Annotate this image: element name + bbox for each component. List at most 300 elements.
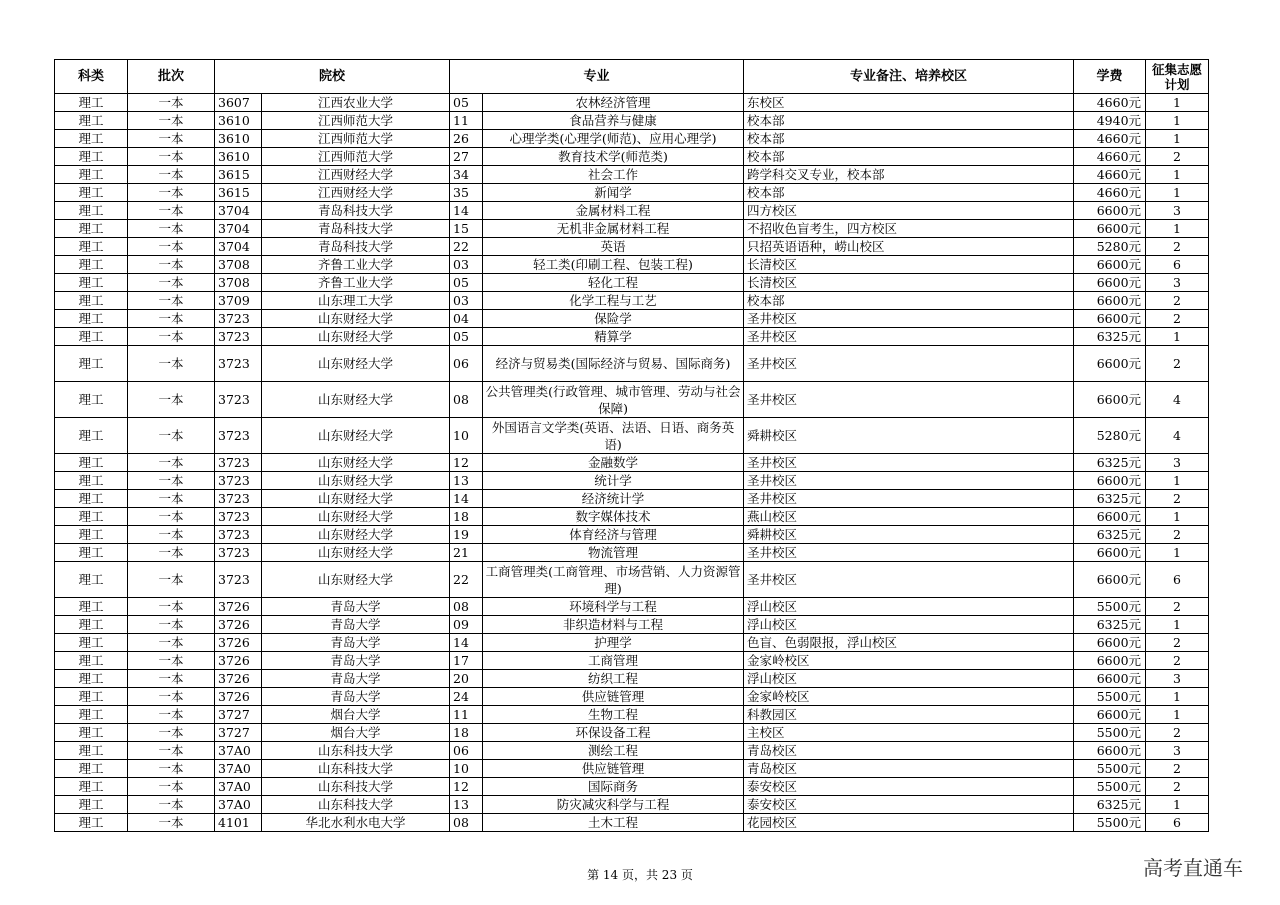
cell-major-code: 21	[450, 544, 483, 562]
cell-tuition: 4660元	[1074, 166, 1146, 184]
cell-batch: 一本	[128, 814, 215, 832]
cell-quota: 1	[1146, 184, 1209, 202]
cell-school-name: 青岛大学	[262, 598, 450, 616]
cell-category: 理工	[55, 112, 128, 130]
cell-school-code: 3723	[215, 346, 262, 382]
cell-major-name: 轻化工程	[483, 274, 744, 292]
cell-major-name: 金属材料工程	[483, 202, 744, 220]
cell-batch: 一本	[128, 130, 215, 148]
cell-tuition: 5280元	[1074, 238, 1146, 256]
cell-quota: 1	[1146, 616, 1209, 634]
cell-quota: 6	[1146, 814, 1209, 832]
cell-school-code: 3723	[215, 526, 262, 544]
table-row	[55, 562, 1209, 598]
cell-school-code: 3723	[215, 508, 262, 526]
cell-quota: 6	[1146, 256, 1209, 274]
cell-school-name: 青岛大学	[262, 616, 450, 634]
cell-category: 理工	[55, 760, 128, 778]
cell-batch: 一本	[128, 418, 215, 454]
cell-school-name: 山东科技大学	[262, 778, 450, 796]
cell-school-code: 3726	[215, 670, 262, 688]
cell-tuition: 6600元	[1074, 634, 1146, 652]
cell-quota: 3	[1146, 454, 1209, 472]
cell-quota: 3	[1146, 274, 1209, 292]
cell-quota: 1	[1146, 796, 1209, 814]
cell-tuition: 5500元	[1074, 760, 1146, 778]
cell-quota: 2	[1146, 346, 1209, 382]
cell-category: 理工	[55, 130, 128, 148]
cell-major-name: 精算学	[483, 328, 744, 346]
cell-major-name: 测绘工程	[483, 742, 744, 760]
cell-school-code: 3610	[215, 130, 262, 148]
cell-batch: 一本	[128, 310, 215, 328]
cell-remark: 校本部	[744, 292, 1074, 310]
cell-category: 理工	[55, 472, 128, 490]
cell-tuition: 6600元	[1074, 274, 1146, 292]
cell-tuition: 6325元	[1074, 454, 1146, 472]
cell-major-name: 教育技术学(师范类)	[483, 148, 744, 166]
cell-school-name: 江西农业大学	[262, 94, 450, 112]
cell-category: 理工	[55, 634, 128, 652]
table-row	[55, 238, 1209, 256]
cell-school-code: 37A0	[215, 742, 262, 760]
cell-category: 理工	[55, 598, 128, 616]
cell-major-code: 12	[450, 778, 483, 796]
cell-tuition: 6325元	[1074, 616, 1146, 634]
cell-quota: 1	[1146, 508, 1209, 526]
cell-school-name: 山东财经大学	[262, 526, 450, 544]
cell-school-code: 3723	[215, 562, 262, 598]
cell-school-code: 3709	[215, 292, 262, 310]
header-tuition: 学费	[1074, 60, 1146, 94]
cell-batch: 一本	[128, 598, 215, 616]
cell-major-name: 供应链管理	[483, 760, 744, 778]
cell-category: 理工	[55, 688, 128, 706]
cell-tuition: 5500元	[1074, 598, 1146, 616]
cell-major-name: 护理学	[483, 634, 744, 652]
cell-tuition: 6325元	[1074, 526, 1146, 544]
cell-school-code: 3723	[215, 544, 262, 562]
cell-remark: 科教园区	[744, 706, 1074, 724]
cell-category: 理工	[55, 706, 128, 724]
cell-major-code: 13	[450, 472, 483, 490]
cell-major-code: 22	[450, 238, 483, 256]
watermark: 高考直通车	[1143, 856, 1243, 880]
cell-school-code: 3615	[215, 166, 262, 184]
cell-tuition: 6600元	[1074, 742, 1146, 760]
cell-major-name: 环保设备工程	[483, 724, 744, 742]
cell-batch: 一本	[128, 796, 215, 814]
cell-major-code: 22	[450, 562, 483, 598]
cell-school-name: 江西财经大学	[262, 166, 450, 184]
cell-major-name: 生物工程	[483, 706, 744, 724]
cell-batch: 一本	[128, 778, 215, 796]
cell-major-name: 供应链管理	[483, 688, 744, 706]
cell-quota: 3	[1146, 670, 1209, 688]
cell-remark: 浮山校区	[744, 598, 1074, 616]
cell-school-name: 齐鲁工业大学	[262, 274, 450, 292]
table-row	[55, 346, 1209, 382]
cell-remark: 跨学科交叉专业，校本部	[744, 166, 1074, 184]
cell-category: 理工	[55, 742, 128, 760]
cell-tuition: 6600元	[1074, 256, 1146, 274]
cell-category: 理工	[55, 292, 128, 310]
cell-school-name: 山东财经大学	[262, 472, 450, 490]
table-row	[55, 544, 1209, 562]
cell-remark: 圣井校区	[744, 328, 1074, 346]
cell-batch: 一本	[128, 508, 215, 526]
cell-school-code: 3704	[215, 238, 262, 256]
cell-major-code: 18	[450, 724, 483, 742]
table-row	[55, 670, 1209, 688]
table-row	[55, 148, 1209, 166]
cell-major-name: 轻工类(印刷工程、包装工程)	[483, 256, 744, 274]
cell-category: 理工	[55, 652, 128, 670]
table-row	[55, 760, 1209, 778]
cell-quota: 2	[1146, 490, 1209, 508]
cell-school-code: 3615	[215, 184, 262, 202]
cell-category: 理工	[55, 454, 128, 472]
cell-quota: 3	[1146, 742, 1209, 760]
table-row	[55, 778, 1209, 796]
cell-batch: 一本	[128, 94, 215, 112]
cell-remark: 圣井校区	[744, 562, 1074, 598]
cell-category: 理工	[55, 670, 128, 688]
cell-batch: 一本	[128, 454, 215, 472]
cell-school-name: 青岛科技大学	[262, 238, 450, 256]
cell-major-code: 13	[450, 796, 483, 814]
cell-major-name: 数字媒体技术	[483, 508, 744, 526]
cell-school-name: 青岛科技大学	[262, 202, 450, 220]
cell-major-code: 26	[450, 130, 483, 148]
cell-remark: 东校区	[744, 94, 1074, 112]
table-row	[55, 796, 1209, 814]
cell-batch: 一本	[128, 382, 215, 418]
cell-major-code: 08	[450, 598, 483, 616]
cell-category: 理工	[55, 238, 128, 256]
cell-quota: 1	[1146, 544, 1209, 562]
cell-category: 理工	[55, 148, 128, 166]
cell-tuition: 4940元	[1074, 112, 1146, 130]
cell-school-name: 华北水利水电大学	[262, 814, 450, 832]
table-row	[55, 472, 1209, 490]
cell-category: 理工	[55, 544, 128, 562]
cell-tuition: 5500元	[1074, 778, 1146, 796]
header-remark: 专业备注、培养校区	[744, 60, 1074, 94]
cell-remark: 圣井校区	[744, 454, 1074, 472]
cell-school-name: 青岛大学	[262, 634, 450, 652]
cell-remark: 青岛校区	[744, 760, 1074, 778]
cell-category: 理工	[55, 508, 128, 526]
table-row	[55, 706, 1209, 724]
cell-remark: 燕山校区	[744, 508, 1074, 526]
cell-tuition: 4660元	[1074, 94, 1146, 112]
cell-school-code: 3726	[215, 598, 262, 616]
cell-remark: 校本部	[744, 184, 1074, 202]
cell-quota: 1	[1146, 112, 1209, 130]
cell-remark: 青岛校区	[744, 742, 1074, 760]
cell-tuition: 6600元	[1074, 382, 1146, 418]
cell-batch: 一本	[128, 490, 215, 508]
cell-major-code: 03	[450, 256, 483, 274]
cell-school-code: 37A0	[215, 760, 262, 778]
cell-school-name: 山东财经大学	[262, 454, 450, 472]
cell-major-name: 工商管理	[483, 652, 744, 670]
cell-tuition: 5500元	[1074, 688, 1146, 706]
cell-category: 理工	[55, 310, 128, 328]
cell-school-code: 3726	[215, 652, 262, 670]
table-body	[55, 94, 1209, 832]
cell-tuition: 6600元	[1074, 670, 1146, 688]
cell-major-name: 新闻学	[483, 184, 744, 202]
cell-remark: 圣井校区	[744, 310, 1074, 328]
cell-major-name: 外国语言文学类(英语、法语、日语、商务英语)	[483, 418, 744, 454]
cell-major-name: 国际商务	[483, 778, 744, 796]
page-footer: 第 14 页，共 23 页	[587, 868, 693, 882]
cell-tuition: 5500元	[1074, 724, 1146, 742]
cell-quota: 3	[1146, 202, 1209, 220]
cell-school-code: 3723	[215, 490, 262, 508]
cell-major-code: 14	[450, 202, 483, 220]
cell-category: 理工	[55, 166, 128, 184]
cell-remark: 浮山校区	[744, 670, 1074, 688]
cell-tuition: 6600元	[1074, 310, 1146, 328]
cell-major-code: 35	[450, 184, 483, 202]
cell-remark: 圣井校区	[744, 346, 1074, 382]
cell-quota: 2	[1146, 148, 1209, 166]
cell-major-name: 非织造材料与工程	[483, 616, 744, 634]
cell-remark: 舜耕校区	[744, 418, 1074, 454]
cell-school-code: 3708	[215, 274, 262, 292]
table-header-row	[55, 60, 1209, 94]
table-row	[55, 652, 1209, 670]
cell-school-name: 青岛大学	[262, 670, 450, 688]
cell-major-name: 食品营养与健康	[483, 112, 744, 130]
header-school: 院校	[215, 60, 450, 94]
cell-tuition: 4660元	[1074, 184, 1146, 202]
cell-tuition: 6600元	[1074, 508, 1146, 526]
cell-tuition: 6600元	[1074, 346, 1146, 382]
cell-school-code: 3726	[215, 634, 262, 652]
cell-quota: 6	[1146, 562, 1209, 598]
cell-major-code: 12	[450, 454, 483, 472]
cell-major-name: 英语	[483, 238, 744, 256]
cell-remark: 金家岭校区	[744, 652, 1074, 670]
cell-category: 理工	[55, 382, 128, 418]
cell-school-name: 青岛科技大学	[262, 220, 450, 238]
cell-major-name: 农林经济管理	[483, 94, 744, 112]
cell-remark: 长清校区	[744, 274, 1074, 292]
cell-major-code: 05	[450, 328, 483, 346]
cell-school-name: 山东财经大学	[262, 346, 450, 382]
cell-batch: 一本	[128, 670, 215, 688]
cell-batch: 一本	[128, 292, 215, 310]
cell-tuition: 6600元	[1074, 652, 1146, 670]
cell-category: 理工	[55, 814, 128, 832]
cell-category: 理工	[55, 526, 128, 544]
header-quota: 征集志愿计划	[1146, 60, 1209, 94]
cell-batch: 一本	[128, 166, 215, 184]
table-row	[55, 490, 1209, 508]
cell-major-name: 经济与贸易类(国际经济与贸易、国际商务)	[483, 346, 744, 382]
cell-major-code: 14	[450, 490, 483, 508]
cell-major-code: 19	[450, 526, 483, 544]
cell-category: 理工	[55, 256, 128, 274]
cell-major-name: 土木工程	[483, 814, 744, 832]
cell-major-code: 09	[450, 616, 483, 634]
cell-school-name: 江西财经大学	[262, 184, 450, 202]
cell-tuition: 6600元	[1074, 706, 1146, 724]
cell-school-code: 3727	[215, 724, 262, 742]
cell-tuition: 6325元	[1074, 796, 1146, 814]
cell-school-name: 山东科技大学	[262, 760, 450, 778]
table-row	[55, 112, 1209, 130]
cell-remark: 长清校区	[744, 256, 1074, 274]
cell-major-name: 社会工作	[483, 166, 744, 184]
table-row	[55, 634, 1209, 652]
cell-tuition: 6600元	[1074, 292, 1146, 310]
cell-remark: 泰安校区	[744, 778, 1074, 796]
cell-quota: 4	[1146, 382, 1209, 418]
cell-batch: 一本	[128, 148, 215, 166]
cell-school-code: 3704	[215, 220, 262, 238]
cell-school-code: 3704	[215, 202, 262, 220]
cell-school-code: 3723	[215, 382, 262, 418]
cell-major-name: 纺织工程	[483, 670, 744, 688]
cell-remark: 舜耕校区	[744, 526, 1074, 544]
cell-school-name: 江西师范大学	[262, 148, 450, 166]
cell-quota: 2	[1146, 310, 1209, 328]
cell-school-code: 3723	[215, 472, 262, 490]
cell-school-name: 山东理工大学	[262, 292, 450, 310]
cell-category: 理工	[55, 94, 128, 112]
cell-tuition: 5280元	[1074, 418, 1146, 454]
cell-remark: 圣井校区	[744, 382, 1074, 418]
header-major: 专业	[450, 60, 744, 94]
cell-batch: 一本	[128, 652, 215, 670]
cell-school-code: 3708	[215, 256, 262, 274]
cell-quota: 2	[1146, 526, 1209, 544]
admission-table	[54, 59, 1209, 832]
cell-remark: 浮山校区	[744, 616, 1074, 634]
cell-major-code: 15	[450, 220, 483, 238]
table-row	[55, 598, 1209, 616]
cell-batch: 一本	[128, 202, 215, 220]
cell-remark: 校本部	[744, 130, 1074, 148]
header-category: 科类	[55, 60, 128, 94]
cell-major-code: 04	[450, 310, 483, 328]
cell-major-code: 17	[450, 652, 483, 670]
cell-batch: 一本	[128, 238, 215, 256]
cell-major-code: 11	[450, 112, 483, 130]
cell-tuition: 6600元	[1074, 562, 1146, 598]
cell-major-code: 20	[450, 670, 483, 688]
cell-major-name: 工商管理类(工商管理、市场营销、人力资源管理)	[483, 562, 744, 598]
cell-batch: 一本	[128, 346, 215, 382]
cell-batch: 一本	[128, 256, 215, 274]
table-row	[55, 256, 1209, 274]
cell-school-code: 3723	[215, 328, 262, 346]
cell-major-code: 27	[450, 148, 483, 166]
table-row	[55, 814, 1209, 832]
table-row	[55, 292, 1209, 310]
cell-major-name: 统计学	[483, 472, 744, 490]
cell-remark: 花园校区	[744, 814, 1074, 832]
cell-tuition: 4660元	[1074, 130, 1146, 148]
cell-tuition: 6600元	[1074, 220, 1146, 238]
cell-category: 理工	[55, 184, 128, 202]
cell-quota: 1	[1146, 166, 1209, 184]
cell-school-name: 山东财经大学	[262, 418, 450, 454]
cell-quota: 2	[1146, 778, 1209, 796]
cell-batch: 一本	[128, 328, 215, 346]
cell-school-name: 青岛大学	[262, 688, 450, 706]
header-batch: 批次	[128, 60, 215, 94]
cell-category: 理工	[55, 616, 128, 634]
cell-school-name: 烟台大学	[262, 724, 450, 742]
table-row	[55, 202, 1209, 220]
cell-quota: 4	[1146, 418, 1209, 454]
cell-school-name: 江西师范大学	[262, 112, 450, 130]
cell-quota: 1	[1146, 220, 1209, 238]
cell-batch: 一本	[128, 526, 215, 544]
cell-school-name: 烟台大学	[262, 706, 450, 724]
cell-school-code: 3723	[215, 418, 262, 454]
cell-quota: 1	[1146, 328, 1209, 346]
cell-batch: 一本	[128, 544, 215, 562]
cell-remark: 圣井校区	[744, 544, 1074, 562]
table-row	[55, 166, 1209, 184]
cell-batch: 一本	[128, 742, 215, 760]
table-row	[55, 508, 1209, 526]
cell-quota: 2	[1146, 238, 1209, 256]
cell-school-code: 3723	[215, 310, 262, 328]
cell-major-name: 化学工程与工艺	[483, 292, 744, 310]
table-row	[55, 382, 1209, 418]
cell-remark: 校本部	[744, 112, 1074, 130]
cell-major-code: 14	[450, 634, 483, 652]
cell-tuition: 6600元	[1074, 472, 1146, 490]
cell-quota: 2	[1146, 760, 1209, 778]
cell-school-name: 山东财经大学	[262, 310, 450, 328]
cell-major-name: 经济统计学	[483, 490, 744, 508]
cell-major-code: 08	[450, 814, 483, 832]
cell-remark: 泰安校区	[744, 796, 1074, 814]
table-row	[55, 220, 1209, 238]
cell-school-name: 山东财经大学	[262, 328, 450, 346]
cell-school-name: 山东财经大学	[262, 508, 450, 526]
table-row	[55, 328, 1209, 346]
cell-school-code: 3610	[215, 148, 262, 166]
cell-remark: 圣井校区	[744, 490, 1074, 508]
cell-quota: 2	[1146, 724, 1209, 742]
cell-batch: 一本	[128, 274, 215, 292]
cell-major-code: 11	[450, 706, 483, 724]
cell-category: 理工	[55, 220, 128, 238]
cell-school-name: 山东财经大学	[262, 490, 450, 508]
table-row	[55, 310, 1209, 328]
cell-major-name: 物流管理	[483, 544, 744, 562]
cell-major-code: 34	[450, 166, 483, 184]
cell-batch: 一本	[128, 760, 215, 778]
cell-remark: 色盲、色弱限报，浮山校区	[744, 634, 1074, 652]
cell-category: 理工	[55, 490, 128, 508]
cell-remark: 金家岭校区	[744, 688, 1074, 706]
cell-major-name: 公共管理类(行政管理、城市管理、劳动与社会保障)	[483, 382, 744, 418]
cell-major-code: 05	[450, 94, 483, 112]
cell-tuition: 6325元	[1074, 328, 1146, 346]
cell-batch: 一本	[128, 706, 215, 724]
